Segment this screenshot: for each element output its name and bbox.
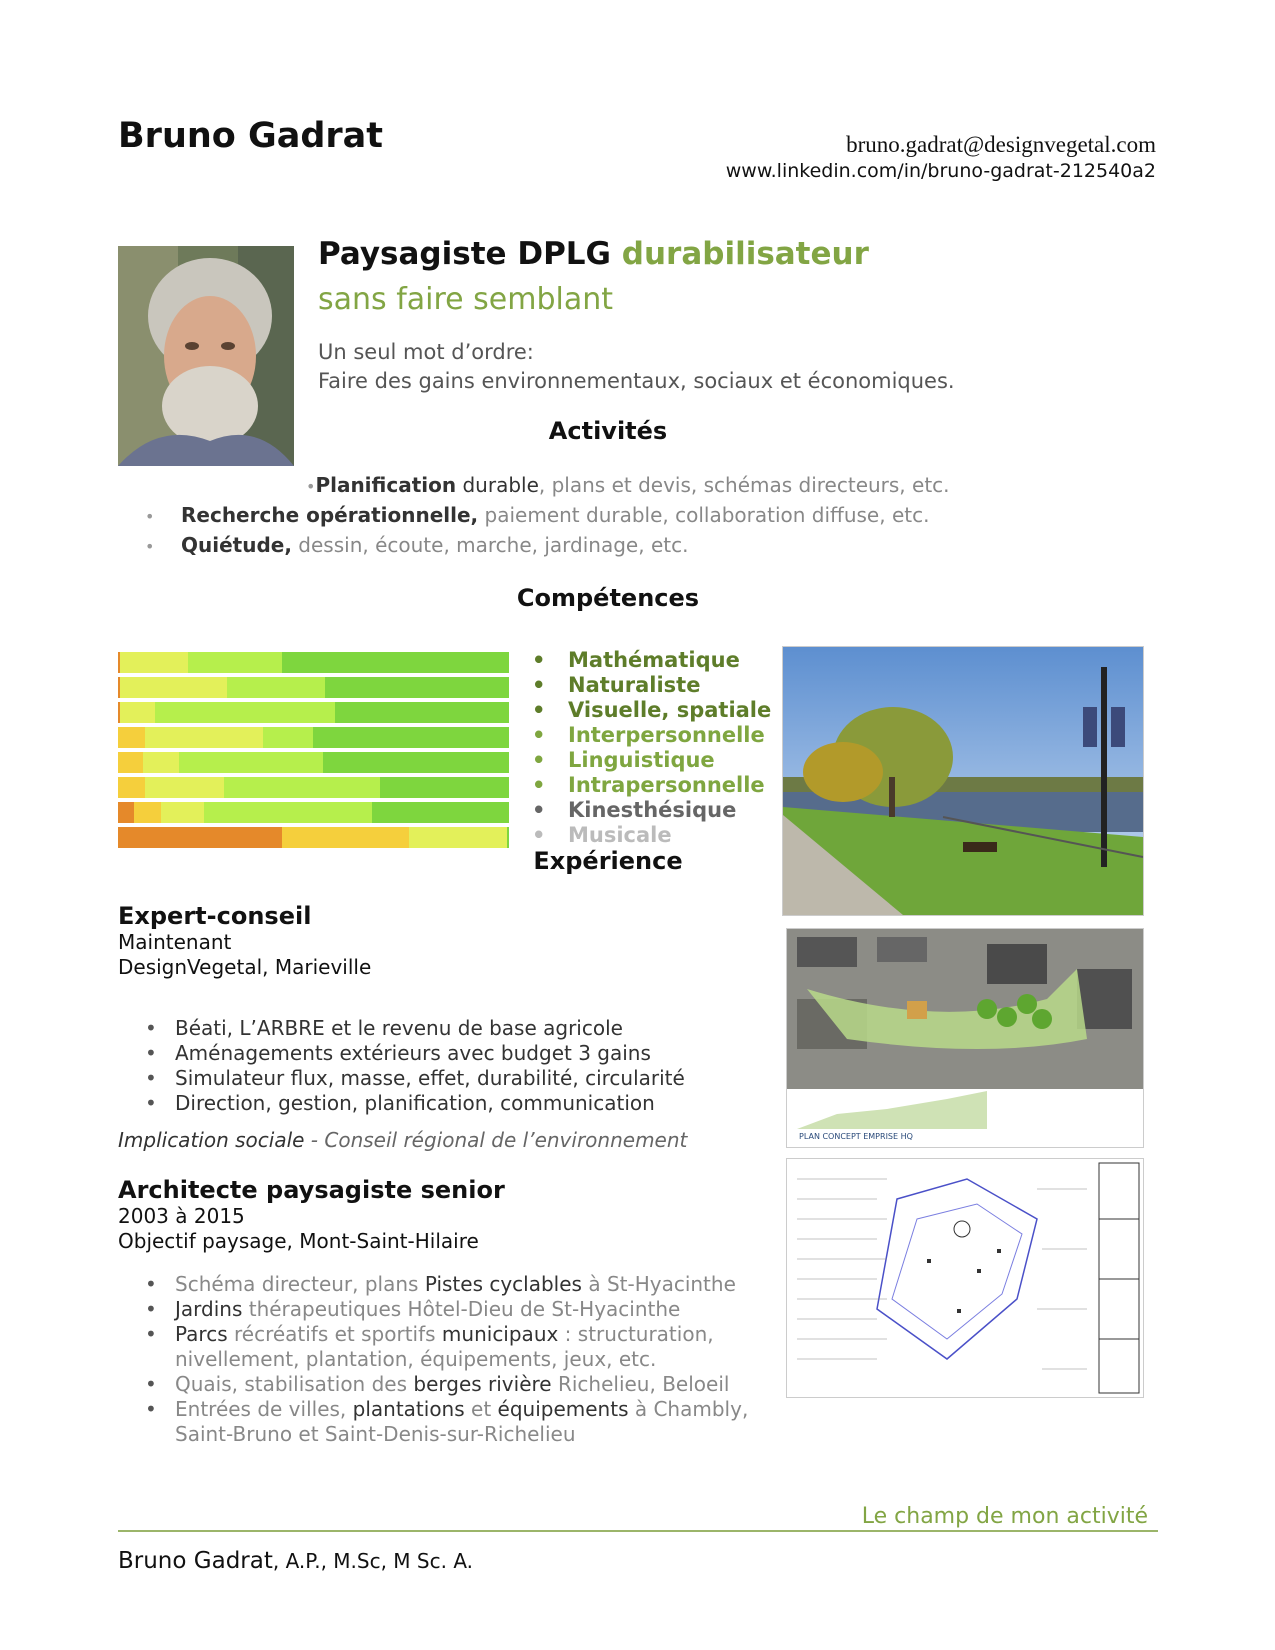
competence-bar-segment <box>145 777 223 798</box>
job-period: Maintenant <box>118 930 232 954</box>
competence-bar <box>118 702 509 723</box>
list-item: • Entrées de villes, plantations et équipements à Chambly, <box>145 1397 749 1421</box>
competence-item: • Naturaliste <box>532 673 701 697</box>
job-company: DesignVegetal, Marieville <box>118 955 372 979</box>
competence-bar-segment <box>323 752 509 773</box>
competence-bar-segment <box>143 752 178 773</box>
competence-bar-segment <box>118 802 134 823</box>
job-subtitle: sans faire semblant <box>318 282 613 317</box>
profile-photo <box>118 246 294 466</box>
list-item: • Quais, stabilisation des berges rivière Richelieu, Beloeil <box>145 1372 730 1396</box>
competence-bar-segment <box>372 802 509 823</box>
competence-bar-segment <box>282 652 509 673</box>
competence-item: • Musicale <box>532 823 672 847</box>
list-item: • Jardins thérapeutiques Hôtel-Dieu de St-Hyacinthe <box>145 1297 681 1321</box>
person-name: Bruno Gadrat <box>118 116 384 156</box>
list-item: • Schéma directeur, plans Pistes cyclables à St-Hyacinthe <box>145 1272 736 1296</box>
job-architecte-paysagiste <box>118 1176 505 1254</box>
linkedin-url[interactable]: www.linkedin.com/in/bruno-gadrat-212540a2 <box>725 160 1156 182</box>
competence-bar-segment <box>227 677 325 698</box>
job-expert-conseil <box>118 902 371 980</box>
competence-bar-segment <box>224 777 380 798</box>
job2-bullets <box>145 1272 748 1447</box>
competences-bar-chart <box>118 652 509 852</box>
experience-heading: Expérience <box>533 847 683 875</box>
footer-divider <box>118 1530 1158 1532</box>
competence-bar-segment <box>325 677 509 698</box>
competence-bar-segment <box>313 727 509 748</box>
competence-bar <box>118 827 509 848</box>
competence-bar-segment <box>380 777 509 798</box>
activity-item: • Recherche opérationnelle, paiement durable, collaboration diffuse, etc. <box>145 503 930 527</box>
technical-drawing <box>786 1158 1144 1398</box>
list-item: • Aménagements extérieurs avec budget 3 gains <box>145 1041 651 1065</box>
competence-item: • Visuelle, spatiale <box>532 698 772 722</box>
list-item: • Simulateur flux, masse, effet, durabilité, circularité <box>145 1066 685 1090</box>
competence-bar-segment <box>134 802 161 823</box>
activity-item: • Quiétude, dessin, écoute, marche, jardinage, etc. <box>145 533 689 557</box>
competences-list <box>532 648 771 848</box>
competences-heading: Compétences <box>516 584 700 612</box>
competence-bar-segment <box>179 752 324 773</box>
social-implication: Implication sociale - Conseil régional de l’environnement <box>118 1128 688 1152</box>
competence-bar-segment <box>188 652 282 673</box>
list-item: • Parcs récréatifs et sportifs municipaux : structuration, <box>145 1322 714 1346</box>
competence-bar-segment <box>145 727 262 748</box>
list-item: • Direction, gestion, planification, communication <box>145 1091 655 1115</box>
job-title: Expert-conseil <box>118 902 312 930</box>
competence-bar-segment <box>120 677 228 698</box>
competence-bar <box>118 752 509 773</box>
job1-bullets <box>145 1016 685 1116</box>
competence-item: • Kinesthésique <box>532 798 737 822</box>
competence-bar-segment <box>282 827 409 848</box>
job-company: Objectif paysage, Mont-Saint-Hilaire <box>118 1229 479 1253</box>
competence-bar-segment <box>155 702 335 723</box>
competence-bar-segment <box>118 752 143 773</box>
competence-bar-segment <box>118 727 145 748</box>
email-address[interactable]: bruno.gadrat@designvegetal.com <box>846 132 1156 157</box>
riverside-park-photo <box>782 646 1144 916</box>
footer-signature: Bruno Gadrat, A.P., M.Sc, M Sc. A. <box>118 1548 474 1574</box>
competence-bar-segment <box>120 702 155 723</box>
site-plan-aerial <box>786 928 1144 1148</box>
competence-bar-segment <box>335 702 509 723</box>
competence-item: • Interpersonnelle <box>532 723 765 747</box>
competence-bar <box>118 727 509 748</box>
list-item-continuation: nivellement, plantation, équipements, jeux, etc. <box>175 1347 657 1371</box>
plan-caption: PLAN CONCEPT EMPRISE HQ <box>799 1132 913 1141</box>
competence-bar-segment <box>120 652 188 673</box>
competence-bar <box>118 677 509 698</box>
competence-bar <box>118 777 509 798</box>
competence-bar-segment <box>263 727 314 748</box>
competence-bar <box>118 802 509 823</box>
job-title: Paysagiste DPLG durabilisateur <box>318 236 869 272</box>
competence-bar <box>118 652 509 673</box>
competence-bar-segment <box>161 802 204 823</box>
competence-bar-segment <box>204 802 372 823</box>
competence-item: • Mathématique <box>532 648 740 672</box>
list-item-continuation: Saint-Bruno et Saint-Denis-sur-Richelieu <box>175 1422 576 1446</box>
competence-bar-segment <box>118 827 282 848</box>
motto: Un seul mot d’ordre: Faire des gains environnementaux, sociaux et économiques. <box>318 340 955 393</box>
competence-bar-segment <box>118 777 145 798</box>
competence-bar-segment <box>409 827 507 848</box>
activities-heading: Activités <box>548 417 668 445</box>
competence-item: • Intrapersonnelle <box>532 773 765 797</box>
job-title: Architecte paysagiste senior <box>118 1176 505 1204</box>
activity-item: •Planification durable, plans et devis, schémas directeurs, etc. <box>306 473 950 497</box>
competence-bar-segment <box>507 827 509 848</box>
job-period: 2003 à 2015 <box>118 1204 245 1228</box>
field-of-activity-caption: Le champ de mon activité <box>861 1504 1148 1529</box>
competence-item: • Linguistique <box>532 748 715 772</box>
list-item: • Béati, L’ARBRE et le revenu de base agricole <box>145 1016 623 1040</box>
